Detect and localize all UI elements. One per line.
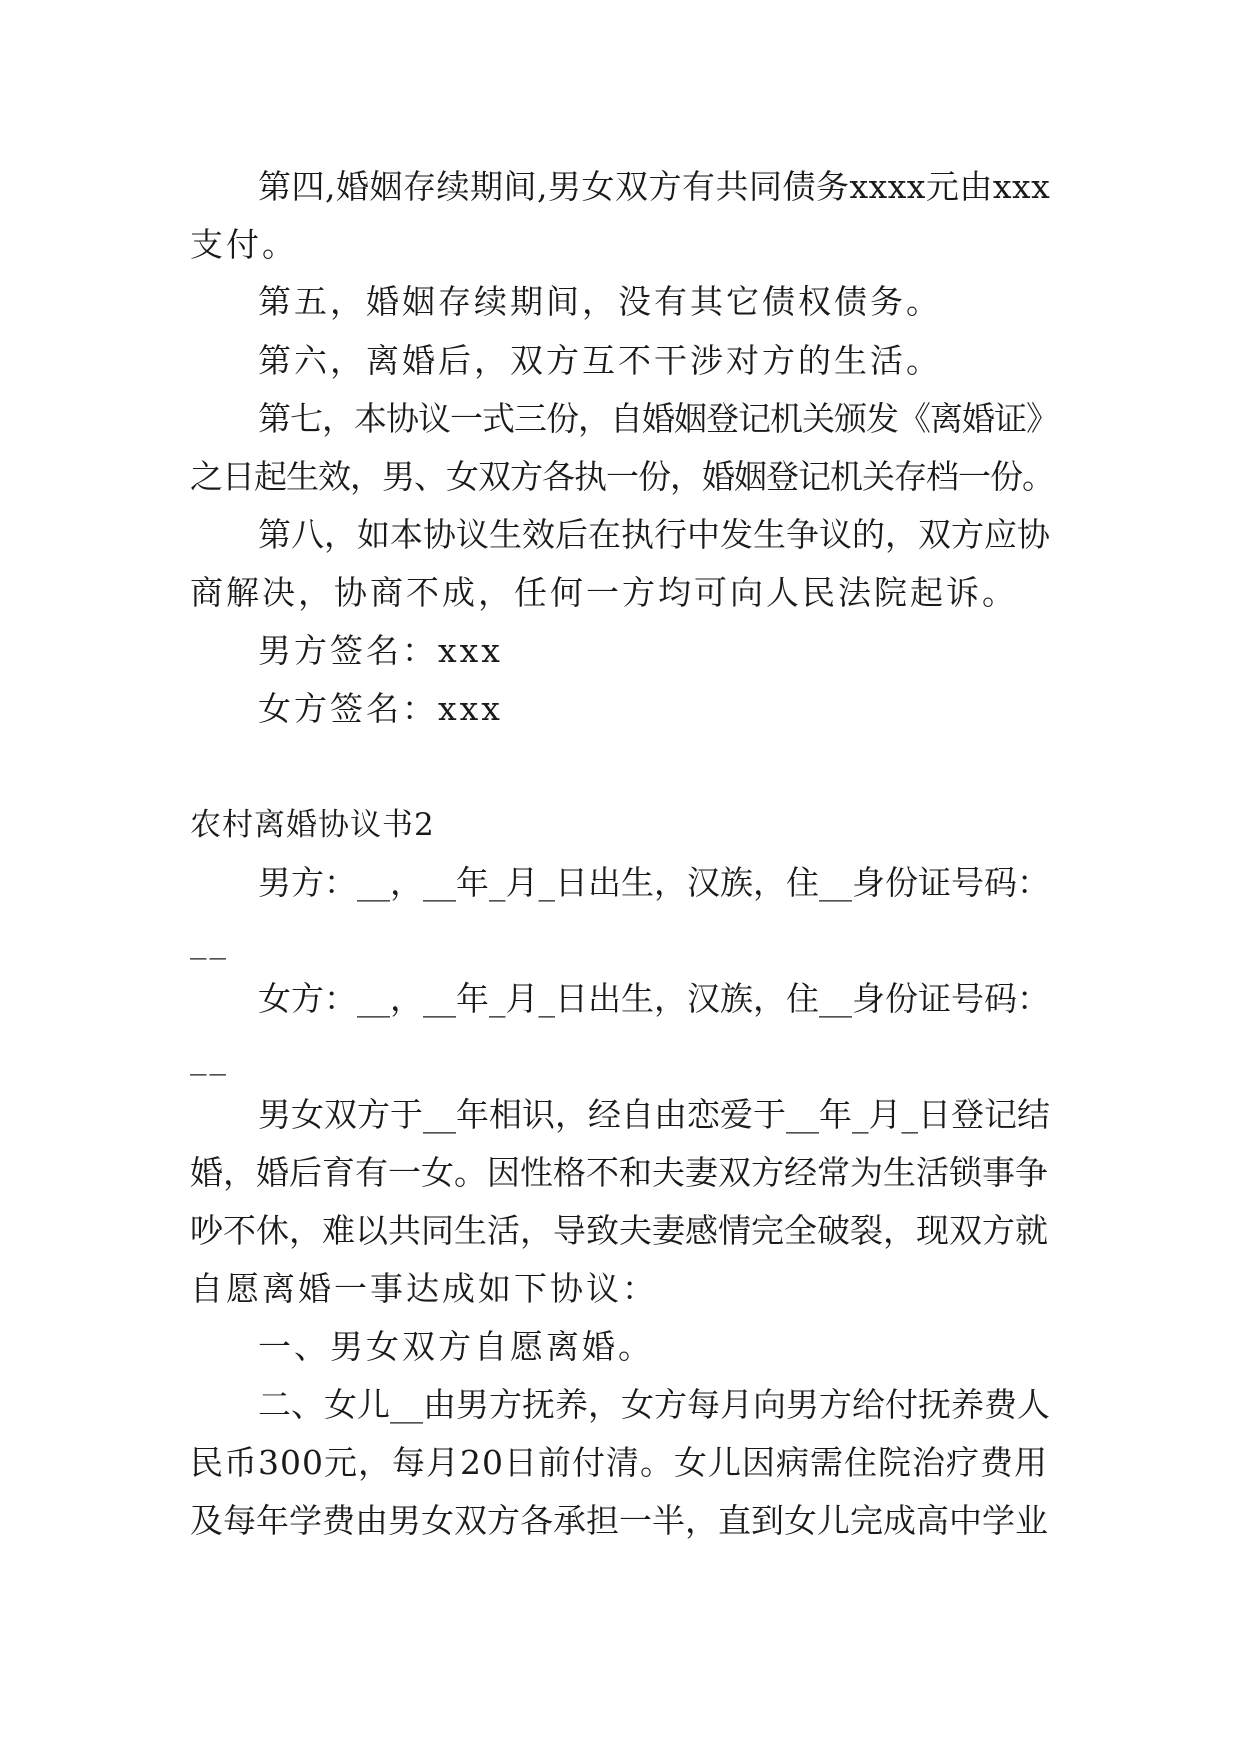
agreement-item-2-line-2: 民币300元，每月20日前付清。女儿因病需住院治疗费用 [190, 1443, 1048, 1482]
clause-6: 第六，离婚后，双方互不干涉对方的生活。 [258, 341, 942, 380]
female-signature: 女方签名：xxx [258, 689, 503, 728]
clause-5: 第五，婚姻存续期间，没有其它债权债务。 [258, 282, 942, 321]
female-party-info: 女方：__，__年_月_日出生，汉族，住__身份证号码： [258, 979, 1050, 1018]
agreement-item-2-line-3: 及每年学费由男女双方各承担一半，直到女儿完成高中学业 [190, 1501, 1048, 1540]
clause-7-line-2: 之日起生效，男、女双方各执一份，婚姻登记机关存档一份。 [190, 457, 1054, 496]
male-id-blank: __ [190, 921, 229, 960]
female-id-blank: __ [190, 1037, 229, 1076]
clause-4-line-1: 第四,婚姻存续期间,男女双方有共同债务xxxx元由xxx [258, 167, 1051, 206]
clause-4-line-2: 支付。 [190, 225, 298, 264]
background-line-2: 婚，婚后育有一女。因性格不和夫妻双方经常为生活锁事争 [190, 1153, 1048, 1192]
background-line-4: 自愿离婚一事达成如下协议： [190, 1269, 658, 1308]
background-line-3: 吵不休，难以共同生活，导致夫妻感情完全破裂，现双方就 [190, 1211, 1048, 1250]
agreement-item-1: 一、男女双方自愿离婚。 [258, 1327, 654, 1366]
male-signature: 男方签名：xxx [258, 631, 503, 670]
clause-8-line-1: 第八，如本协议生效后在执行中发生争议的，双方应协 [258, 515, 1050, 554]
clause-8-line-2: 商解决，协商不成，任何一方均可向人民法院起诉。 [190, 573, 1018, 612]
male-party-info: 男方：__，__年_月_日出生，汉族，住__身份证号码： [258, 863, 1050, 902]
background-line-1: 男女双方于__年相识，经自由恋爱于__年_月_日登记结 [258, 1095, 1050, 1134]
clause-7-line-1: 第七，本协议一式三份，自婚姻登记机关颁发《离婚证》 [258, 399, 1058, 438]
agreement-item-2-line-1: 二、女儿__由男方抚养，女方每月向男方给付抚养费人 [258, 1385, 1050, 1424]
section-title: 农村离婚协议书2 [190, 807, 435, 843]
